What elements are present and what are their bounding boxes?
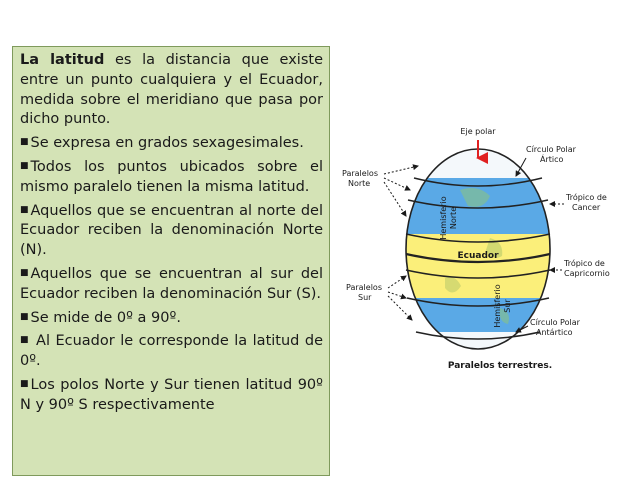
diagram-caption: Paralelos terrestres. (447, 361, 553, 371)
bullet-text: Se expresa en grados sexagesimales. (30, 135, 304, 152)
bullet-text: Todos los puntos ubicados sobre el mismo paralelo tienen la misma latitud. (20, 158, 323, 195)
definition-text: es la distancia que existe entre un punto cualquiera y el Ecuador, medida sobre el meridiano que pasa por dicho punto. (20, 52, 323, 128)
hemisferio-norte-label (439, 196, 448, 239)
hemisferio-norte-label-2: Norte (449, 206, 458, 230)
bullet-text: Aquellos que se encuentran al sur del Ecuador reciben la denominación Sur (S). (20, 265, 323, 302)
circulo-polar-antartico-label-2: Antártico (536, 328, 573, 337)
bullet-text: Se mide de 0º a 90º. (30, 309, 181, 326)
bullet-item (20, 331, 323, 372)
circulo-polar-artico-label-2: Ártico (540, 155, 564, 164)
paralelos-norte-label: Paralelos (342, 169, 378, 178)
bullet-text: Los polos Norte y Sur tienen latitud 90º N y 90º S respectivamente (20, 376, 323, 413)
circulo-polar-artico-label: Círculo Polar (526, 145, 576, 154)
globe-diagram-svg (340, 118, 630, 380)
bullet-icon: ■ (20, 160, 29, 171)
svg-text:Hemisferio: Hemisferio (439, 196, 448, 240)
latitude-text-panel (12, 46, 330, 476)
latitud-term: La latitud (20, 52, 105, 68)
bullet-icon: ■ (20, 137, 29, 148)
bullet-icon: ■ (20, 204, 29, 215)
ecuador-label: Ecuador (457, 251, 499, 261)
tropico-capricornio-label-2: Capricornio (564, 269, 610, 278)
bullet-item (20, 157, 323, 198)
bullet-icon: ■ (20, 311, 29, 322)
bullet-icon: ■ (20, 378, 29, 389)
circulo-polar-antartico-label: Círculo Polar (530, 318, 580, 327)
bullet-icon: ■ (20, 267, 29, 278)
bullet-item (20, 375, 323, 416)
tropico-cancer-label-2: Cancer (572, 203, 601, 212)
parallels-diagram (340, 118, 630, 380)
eje-polar-label: Eje polar (460, 127, 496, 136)
bullet-item (20, 133, 323, 154)
paralelos-norte-label-2: Norte (348, 179, 371, 188)
bullet-item (20, 264, 323, 305)
hemisferio-sur-label (493, 284, 502, 327)
bullet-text: Al Ecuador le corresponde la latitud de 0º. (20, 333, 323, 370)
paralelos-sur-label: Paralelos (346, 283, 382, 292)
hemisferio-sur-label-2: Sur (503, 299, 512, 313)
bullet-item (20, 308, 323, 329)
svg-text:Hemisferio: Hemisferio (493, 284, 502, 328)
tropico-cancer-label: Trópico de (566, 193, 607, 202)
bullet-icon: ■ (20, 335, 29, 346)
bullet-text: Aquellos que se encuentran al norte del Ecuador reciben la denominación Norte (N). (20, 202, 323, 259)
definition-paragraph (20, 51, 323, 130)
tropico-capricornio-label: Trópico de (564, 259, 605, 268)
paralelos-sur-label-2: Sur (358, 293, 372, 302)
bullet-item (20, 201, 323, 261)
